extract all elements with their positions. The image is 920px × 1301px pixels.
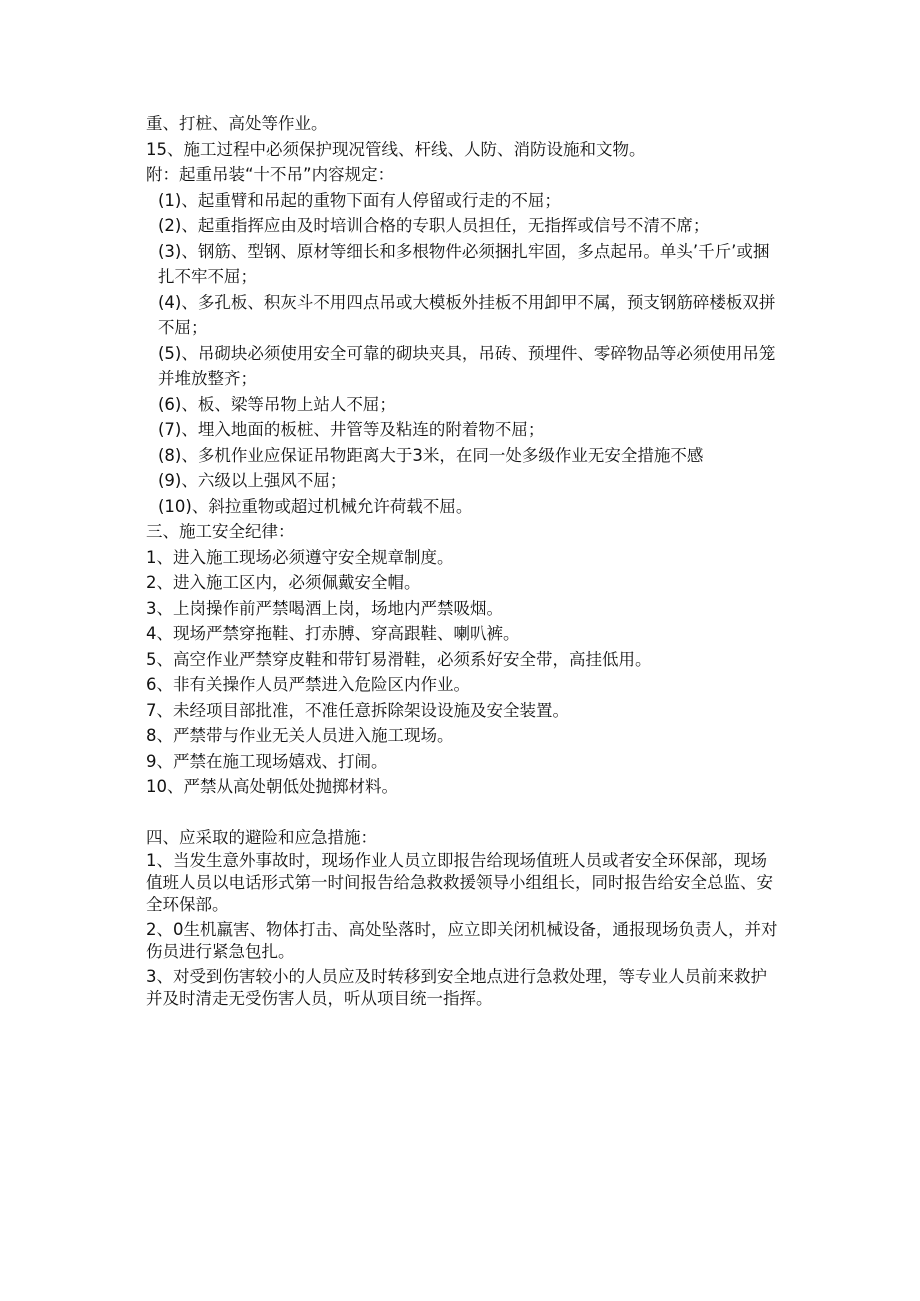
discipline-item: 4、现场严禁穿拖鞋、打赤膊、穿高跟鞋、喇叭裤。 (146, 624, 520, 643)
text-line: 15、施工过程中必须保护现况管线、杆线、人防、消防设施和文物。 (146, 139, 646, 159)
rule-item: (10)、斜拉重物或超过机械允许荷载不屈。 (158, 496, 473, 516)
document-body (146, 111, 778, 1013)
section-heading: 四、应采取的避险和应急措施： (146, 827, 377, 847)
emergency-item: 2、0生机羸害、物体打击、高处坠落时，应立即关闭机械设备，通报现场负责人，并对伤员进行紧急包扎。 (146, 920, 778, 961)
section-heading: 三、施工安全纪律： (146, 522, 295, 541)
emergency-item: 1、当发生意外事故时，现场作业人员立即报告给现场值班人员或者安全环保部，现场值班人员以电话形式第一时间报告给急救救援领导小组组长，同时报告给安全总监、安全环保部。 (146, 851, 773, 914)
rule-item: (9)、六级以上强风不屈； (158, 471, 347, 490)
rule-item: (4)、多孔板、积灰斗不用四点吊或大模板外挂板不用卸甲不属，预支钢筋碎楼板双拼不屈； (158, 292, 776, 337)
section-gap (146, 800, 778, 825)
discipline-item: 6、非有关操作人员严禁进入危险区内作业。 (146, 675, 470, 694)
rule-item: (7)、埋入地面的板桩、井管等及粘连的附着物不屈； (158, 420, 545, 439)
rule-item: (6)、板、梁等吊物上站人不屈； (158, 394, 396, 414)
text-line: 附：起重吊装“十不吊”内容规定： (146, 165, 395, 184)
discipline-item: 1、进入施工现场必须遵守安全规章制度。 (146, 547, 454, 567)
discipline-item: 7、未经项目部批准，不准任意拆除架设设施及安全装置。 (146, 700, 569, 720)
discipline-item: 10、严禁从高处朝低处抛掷材料。 (146, 777, 398, 796)
discipline-item: 8、严禁带与作业无关人员进入施工现场。 (146, 726, 454, 745)
rule-item: (8)、多机作业应保证吊物距离大于3米，在同一处多级作业无安全措施不感 (158, 445, 704, 465)
discipline-item: 5、高空作业严禁穿皮鞋和带钉易滑鞋，必须系好安全带，高挂低用。 (146, 649, 652, 669)
rule-item: (1)、起重臂和吊起的重物下面有人停留或行走的不屈； (158, 190, 561, 210)
rule-item: (2)、起重指挥应由及时培训合格的专职人员担任，无指挥或信号不清不席； (158, 216, 710, 235)
discipline-item: 3、上岗操作前严禁喝酒上岗，场地内严禁吸烟。 (146, 598, 503, 618)
rule-item: (5)、吊砌块必须使用安全可靠的砌块夹具，吊砖、预埋件、零碎物品等必须使用吊笼并堆放整齐； (158, 343, 776, 388)
emergency-item: 3、对受到伤害较小的人员应及时转移到安全地点进行急救处理，等专业人员前来救护并及时清走无受伤害人员，听从项目统一指挥。 (146, 967, 767, 1008)
discipline-item: 2、进入施工区内，必须佩戴安全帽。 (146, 573, 421, 592)
discipline-item: 9、严禁在施工现场嬉戏、打闹。 (146, 751, 388, 771)
rule-item: (3)、钢筋、型钢、原材等细长和多根物件必须捆扎牢固，多点起吊。单头’千斤’或捆扎不牢不屈； (158, 241, 770, 286)
text-line: 重、打桩、高处等作业。 (146, 114, 328, 133)
